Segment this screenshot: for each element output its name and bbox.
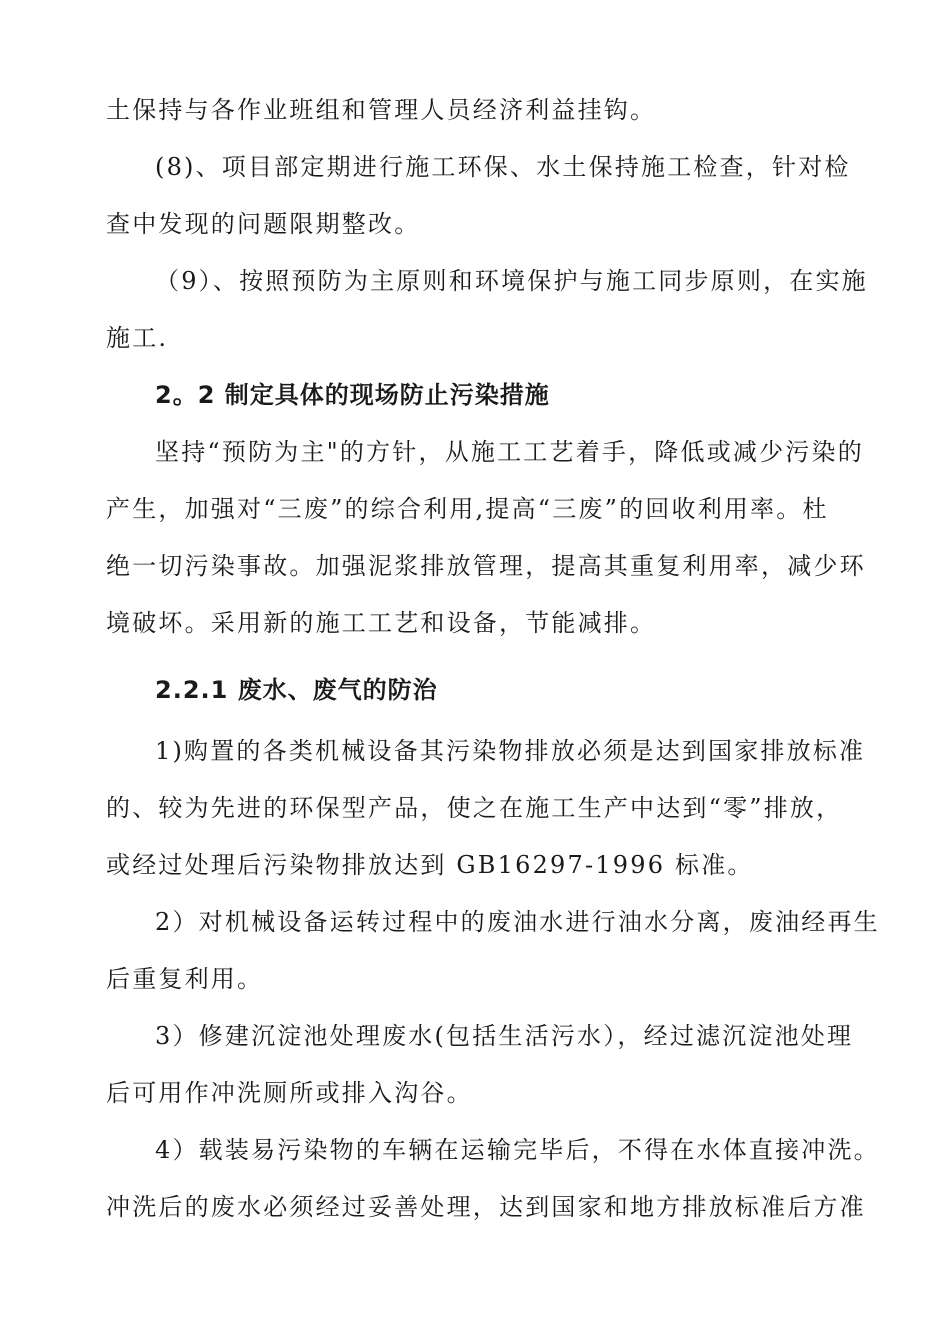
list-item-8: (8)、项目部定期进行施工环保、水土保持施工检查，针对检 (155, 153, 851, 181)
section-heading-2-2: 2。2 制定具体的现场防止污染措施 (155, 381, 550, 409)
paragraph-line: 产生，加强对“三废”的综合利用,提高“三废”的回收利用率。杜 (106, 495, 829, 523)
paragraph-line: 土保持与各作业班组和管理人员经济利益挂钩。 (106, 96, 657, 124)
list-item-4: 4）载装易污染物的车辆在运输完毕后，不得在水体直接冲洗。 (155, 1136, 880, 1164)
paragraph-line: 或经过处理后污染物排放达到 GB16297-1996 标准。 (106, 851, 754, 879)
list-item-3: 3）修建沉淀池处理废水(包括生活污水），经过滤沉淀池处理 (155, 1022, 854, 1050)
paragraph-line: 绝一切污染事故。加强泥浆排放管理，提高其重复利用率，减少环 (106, 552, 866, 580)
section-heading-2-2-1: 2.2.1 废水、废气的防治 (155, 676, 438, 704)
paragraph-line: 冲洗后的废水必须经过妥善处理，达到国家和地方排放标准后方准 (106, 1193, 866, 1221)
paragraph-line: 查中发现的问题限期整改。 (106, 210, 421, 238)
list-item-1: 1)购置的各类机械设备其污染物排放必须是达到国家排放标准 (155, 737, 866, 765)
paragraph-line: 施工. (106, 324, 169, 352)
list-item-9: （9）、按照预防为主原则和环境保护与施工同步原则，在实施 (155, 267, 868, 295)
paragraph-line: 后重复利用。 (106, 965, 264, 993)
paragraph-line: 境破坏。采用新的施工工艺和设备，节能减排。 (106, 609, 657, 637)
paragraph-line: 后可用作冲洗厕所或排入沟谷。 (106, 1079, 473, 1107)
paragraph-line: 坚持“预防为主"的方针，从施工工艺着手，降低或减少污染的 (155, 438, 864, 466)
paragraph-line: 的、较为先进的环保型产品，使之在施工生产中达到“零”排放， (106, 794, 843, 822)
list-item-2: 2）对机械设备运转过程中的废油水进行油水分离，废油经再生 (155, 908, 880, 936)
